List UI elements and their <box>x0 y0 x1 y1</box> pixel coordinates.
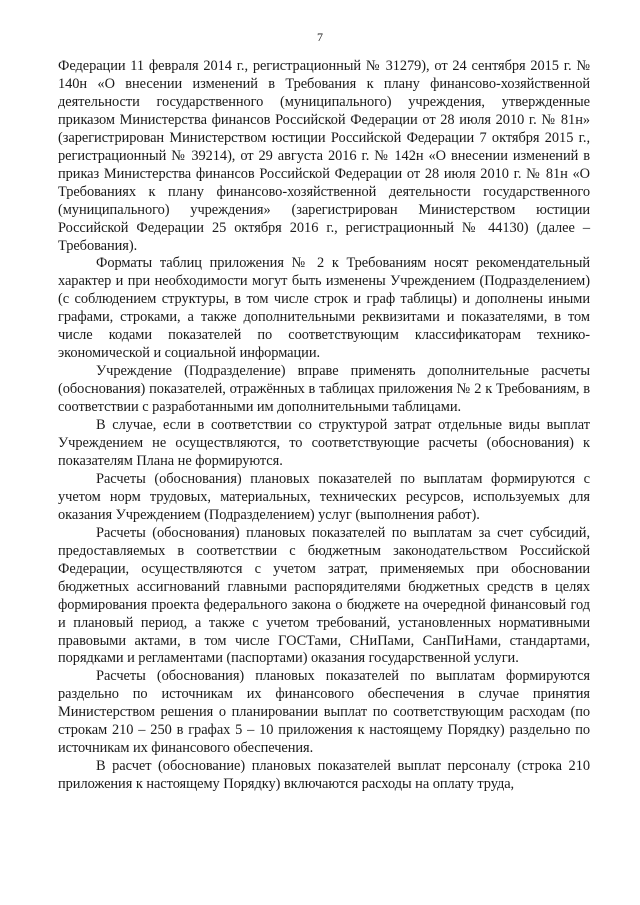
document-body <box>58 58 590 794</box>
paragraph: Расчеты (обоснования) плановых показателей по выплатам формируются раздельно по источникам их финансового обеспечения в случае принятия Министерством решения о планировании выплат по соответствующим расходам (по строкам 210 – 250 в графах 5 – 10 приложения к настоящему Порядку) раздельно по источникам их финансового обеспечения. <box>58 668 590 757</box>
paragraph: Расчеты (обоснования) плановых показателей по выплатам за счет субсидий, предоставляемых в соответствии с бюджетным законодательством Российской Федерации, осуществляются с учетом затрат, применяемых при обосновании бюджетных ассигнований главными распорядителями бюджетных средств в целях формирования проекта федерального закона о бюджете на очередной финансовый год и плановый период, а также с учетом требований, установленных нормативными правовыми актами, в том числе ГОСТами, СНиПами, СанПиНами, стандартами, порядками и регламентами (паспортами) оказания государственной услуги. <box>58 524 590 667</box>
page-number: 7 <box>317 30 323 44</box>
paragraph: В расчет (обоснование) плановых показателей выплат персоналу (строка 210 приложения к настоящему Порядку) включаются расходы на оплату труда, <box>58 758 590 793</box>
paragraph: Форматы таблиц приложения № 2 к Требованиям носят рекомендательный характер и при необходимости могут быть изменены Учреждением (Подразделением) (с соблюдением структуры, в том числе строк и граф таблицы) и дополнены иными графами, строками, а также дополнительными реквизитами и показателями, в том числе кодами показателей по соответствующим классификаторам технико-экономической и социальной информации. <box>58 255 590 362</box>
paragraph: Федерации 11 февраля 2014 г., регистрационный № 31279), от 24 сентября 2015 г. № 140н «О внесении изменений в Требования к плану финансово-хозяйственной деятельности государственного (муниципального) учреждения, утвержденные приказом Министерства финансов Российской Федерации от 28 июля 2010 г. № 81н» (зарегистрирован Министерством юстиции Российской Федерации 7 октября 2015 г., регистрационный № 39214), от 29 августа 2016 г. № 142н «О внесении изменений в приказ Министерства финансов Российской Федерации от 28 июля 2010 г. № 81н «О Требованиях к плану финансово-хозяйственной деятельности государственного (муниципального) учреждения» (зарегистрирован Министерством юстиции Российской Федерации 25 октября 2016 г., регистрационный № 44130) (далее – Требования). <box>58 58 590 254</box>
paragraph: Учреждение (Подразделение) вправе применять дополнительные расчеты (обоснования) показателей, отражённых в таблицах приложения № 2 к Требованиям, в соответствии с разработанными им дополнительными таблицами. <box>58 363 590 416</box>
paragraph: В случае, если в соответствии со структурой затрат отдельные виды выплат Учреждением не осуществляются, то соответствующие расчеты (обоснования) к показателям Плана не формируются. <box>58 417 590 469</box>
paragraph: Расчеты (обоснования) плановых показателей по выплатам формируются с учетом норм трудовых, материальных, технических ресурсов, используемых для оказания Учреждением (Подразделением) услуг (выполнения работ). <box>58 470 590 523</box>
